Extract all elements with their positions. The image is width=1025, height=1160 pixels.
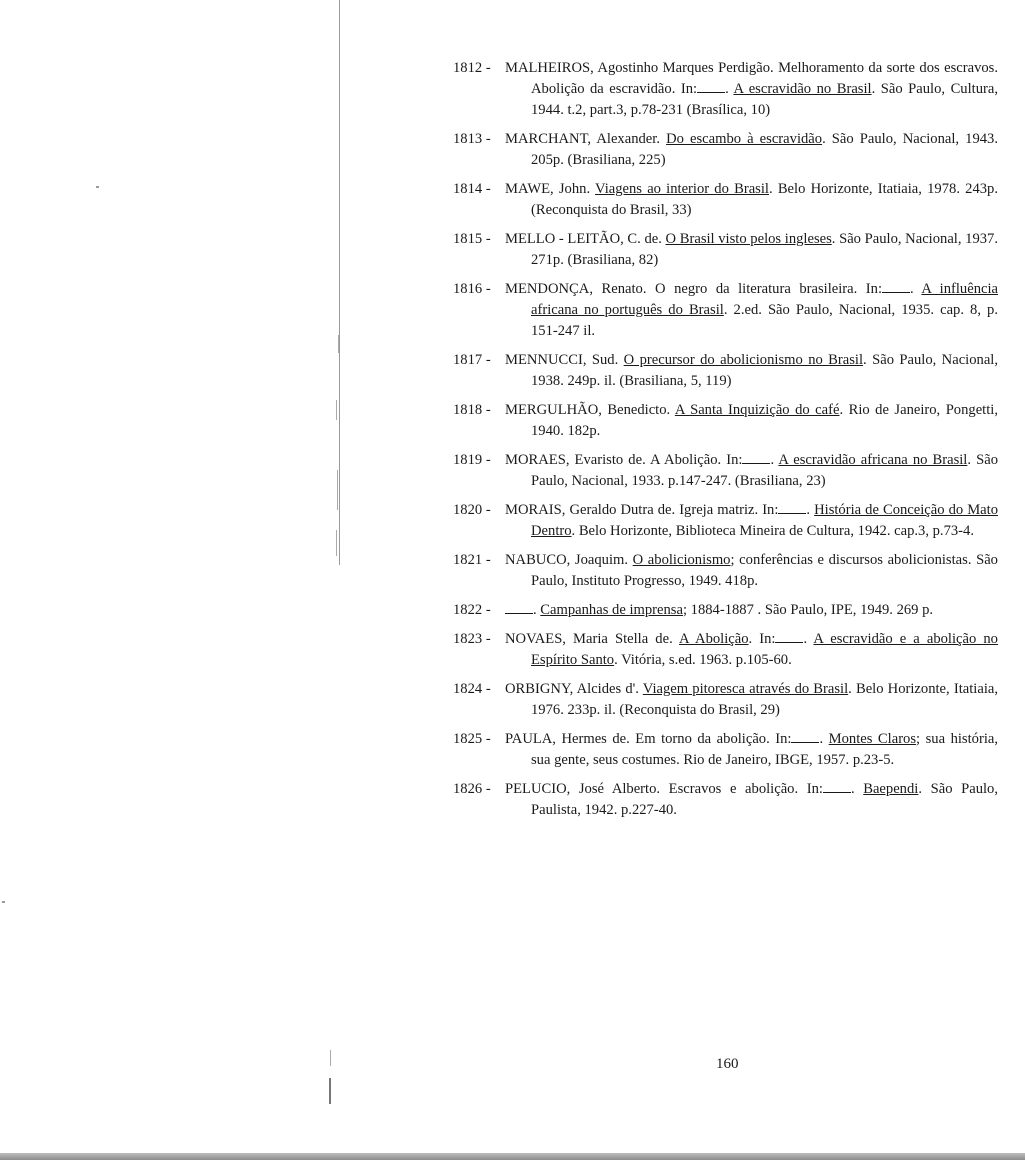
bibliography-entry xyxy=(453,779,998,821)
entry-text xyxy=(505,729,998,771)
entry-text xyxy=(505,58,998,121)
entry-text xyxy=(505,229,998,271)
entry-number: 1826 - xyxy=(453,781,491,797)
bibliography-entry xyxy=(453,629,998,671)
entry-text-segment: NABUCO, Joaquim. xyxy=(505,552,633,568)
entry-text-segment: . xyxy=(770,452,779,468)
entry-text-segment: . In: xyxy=(748,631,776,647)
bibliography-entry xyxy=(453,129,998,171)
entry-text-segment: . Belo Horizonte, Itatiaia, 1976. 233p. il. (Reconquista do Brasil, 29) xyxy=(531,681,998,718)
entry-text-segment: . São Paulo, Cultura, 1944. t.2, part.3, p.78-231 (Brasílica, 10) xyxy=(531,81,998,118)
entry-text xyxy=(505,679,998,721)
entry-text-segment: MENDONÇA, Renato. O negro da literatura brasileira. In: xyxy=(505,281,883,297)
bibliography-list xyxy=(453,58,998,829)
entry-text xyxy=(505,550,998,592)
entry-number: 1823 - xyxy=(453,631,491,647)
bibliography-entry xyxy=(453,500,998,542)
gutter-mark xyxy=(337,470,338,510)
ibid-blank-line xyxy=(742,451,770,464)
entry-text-segment: MORAES, Evaristo de. A Abolição. In: xyxy=(505,452,743,468)
ibid-blank-line xyxy=(775,630,803,643)
entry-title: Montes Claros xyxy=(828,731,917,747)
page-gutter-line xyxy=(339,0,340,565)
entry-number: 1819 - xyxy=(453,452,491,468)
entry-text xyxy=(505,179,998,221)
gutter-mark xyxy=(330,1050,331,1066)
entry-title: O abolicionismo xyxy=(632,552,731,568)
ibid-blank-line xyxy=(697,80,725,93)
bibliography-entry xyxy=(453,550,998,592)
entry-text-segment: . Rio de Janeiro, Pongetti, 1940. 182p. xyxy=(531,402,998,439)
entry-text xyxy=(505,500,998,542)
entry-number: 1817 - xyxy=(453,352,491,368)
entry-number: 1814 - xyxy=(453,181,491,197)
scan-bottom-edge xyxy=(0,1153,1025,1160)
entry-number: 1813 - xyxy=(453,131,491,147)
ibid-blank-line xyxy=(791,730,819,743)
entry-number: 1812 - xyxy=(453,60,491,76)
entry-text-segment: ; conferências e discursos abolicionistas. São Paulo, Instituto Progresso, 1949. 418p. xyxy=(531,552,998,589)
entry-text-segment: . São Paulo, Nacional, 1943. 205p. (Brasiliana, 225) xyxy=(531,131,998,168)
gutter-mark xyxy=(338,335,339,353)
bibliography-entry xyxy=(453,179,998,221)
entry-text-segment: . xyxy=(819,731,829,747)
entry-title: O Brasil visto pelos ingleses xyxy=(665,231,832,247)
entry-text-segment: . xyxy=(533,602,541,618)
entry-title: A Santa Inquizição do café xyxy=(674,402,840,418)
entry-number: 1816 - xyxy=(453,281,491,297)
entry-text-segment: ORBIGNY, Alcides d'. xyxy=(505,681,643,697)
bibliography-entry xyxy=(453,400,998,442)
entry-title: A escravidão no Brasil xyxy=(733,81,872,97)
entry-text xyxy=(505,350,998,392)
entry-text-segment: . Belo Horizonte, Biblioteca Mineira de Cultura, 1942. cap.3, p.73-4. xyxy=(571,523,974,539)
entry-text-segment: . São Paulo, Paulista, 1942. p.227-40. xyxy=(531,781,998,818)
gutter-mark xyxy=(329,1078,331,1104)
entry-text-segment: NOVAES, Maria Stella de. xyxy=(505,631,680,647)
entry-text-segment: . xyxy=(725,81,734,97)
entry-title: Baependi xyxy=(863,781,919,797)
entry-title: A escravidão e a abolição no Espírito Santo xyxy=(531,631,998,668)
bibliography-entry xyxy=(453,229,998,271)
entry-title: Viagens ao interior do Brasil xyxy=(595,181,769,197)
entry-title: A Abolição xyxy=(679,631,749,647)
entry-text xyxy=(505,400,998,442)
entry-text-segment: . xyxy=(806,502,815,518)
entry-number: 1821 - xyxy=(453,552,491,568)
entry-text-segment: . São Paulo, Nacional, 1938. 249p. il. (Brasiliana, 5, 119) xyxy=(531,352,999,389)
bibliography-entry xyxy=(453,679,998,721)
entry-title: Campanhas de imprensa xyxy=(540,602,683,618)
gutter-mark xyxy=(336,530,337,556)
bibliography-entry xyxy=(453,58,998,121)
entry-text-segment: PELUCIO, José Alberto. Escravos e abolição. In: xyxy=(505,781,823,797)
entry-number: 1820 - xyxy=(453,502,491,518)
bibliography-entry xyxy=(453,450,998,492)
entry-text xyxy=(505,600,998,621)
entry-text-segment: MALHEIROS, Agostinho Marques Perdigão. Melhoramento da sorte dos escravos. Abolição da escravidão. In: xyxy=(505,60,998,97)
entry-text xyxy=(505,450,998,492)
entry-text xyxy=(505,629,998,671)
gutter-mark xyxy=(336,400,337,420)
entry-title: Viagem pitoresca através do Brasil xyxy=(642,681,849,697)
page-number: 160 xyxy=(716,1056,739,1072)
entry-text xyxy=(505,779,998,821)
ibid-blank-line xyxy=(778,501,806,514)
entry-text-segment: PAULA, Hermes de. Em torno da abolição. In: xyxy=(505,731,792,747)
entry-text-segment: . São Paulo, Nacional, 1937. 271p. (Brasiliana, 82) xyxy=(531,231,998,268)
bibliography-entry xyxy=(453,600,998,621)
entry-text-segment: MARCHANT, Alexander. xyxy=(505,131,667,147)
entry-text-segment: . Belo Horizonte, Itatiaia, 1978. 243p. (Reconquista do Brasil, 33) xyxy=(531,181,998,218)
scan-speck xyxy=(96,186,99,188)
entry-text-segment: MELLO - LEITÃO, C. de. xyxy=(505,231,666,247)
entry-number: 1818 - xyxy=(453,402,491,418)
entry-text-segment: ; 1884-1887 . São Paulo, IPE, 1949. 269 p. xyxy=(682,602,934,618)
bibliography-entry xyxy=(453,350,998,392)
entry-number: 1824 - xyxy=(453,681,491,697)
entry-title: A influência africana no português do Brasil xyxy=(531,281,998,318)
entry-number: 1825 - xyxy=(453,731,491,747)
ibid-blank-line xyxy=(823,780,851,793)
entry-text xyxy=(505,129,998,171)
entry-number: 1815 - xyxy=(453,231,491,247)
entry-title: O precursor do abolicionismo no Brasil xyxy=(623,352,864,368)
ibid-blank-line xyxy=(882,280,910,293)
entry-text-segment: MORAIS, Geraldo Dutra de. Igreja matriz. In: xyxy=(505,502,779,518)
entry-title: A escravidão africana no Brasil xyxy=(778,452,968,468)
entry-text xyxy=(505,279,998,342)
bibliography-entry xyxy=(453,279,998,342)
entry-number: 1822 - xyxy=(453,602,491,618)
entry-text-segment: MERGULHÃO, Benedicto. xyxy=(505,402,675,418)
scan-speck xyxy=(2,901,5,903)
entry-text-segment: . 2.ed. São Paulo, Nacional, 1935. cap. 8, p. 151-247 il. xyxy=(531,302,998,339)
entry-title: História de Conceição do Mato Dentro xyxy=(531,502,999,539)
entry-text-segment: . Vitória, s.ed. 1963. p.105-60. xyxy=(614,652,792,668)
entry-text-segment: MENNUCCI, Sud. xyxy=(505,352,624,368)
entry-text-segment: . xyxy=(850,781,864,797)
ibid-blank-line xyxy=(505,601,533,614)
entry-text-segment: . xyxy=(910,281,922,297)
entry-title: Do escambo à escravidão xyxy=(666,131,823,147)
entry-text-segment: ; sua história, sua gente, seus costumes. Rio de Janeiro, IBGE, 1957. p.23-5. xyxy=(531,731,998,768)
bibliography-entry xyxy=(453,729,998,771)
entry-text-segment: . xyxy=(803,631,814,647)
entry-text-segment: MAWE, John. xyxy=(505,181,596,197)
entry-text-segment: . São Paulo, Nacional, 1933. p.147-247. (Brasiliana, 23) xyxy=(531,452,999,489)
